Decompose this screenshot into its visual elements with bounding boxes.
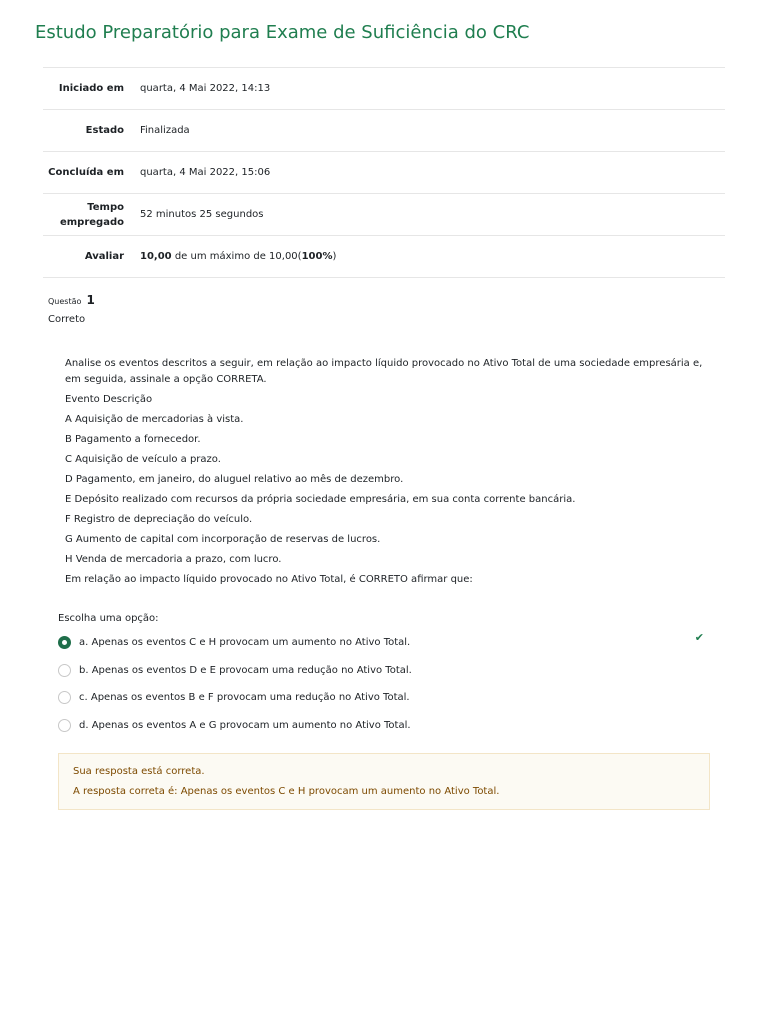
- feedback-box: [58, 753, 710, 810]
- feedback-status: Sua resposta está correta.: [73, 766, 205, 777]
- summary-label: Iniciado em: [58, 83, 124, 94]
- summary-row-state: [43, 110, 725, 152]
- question-paragraph: Evento Descrição: [65, 394, 153, 405]
- question-paragraph: G Aumento de capital com incorporação de reservas de lucros.: [65, 534, 381, 545]
- page-title: Estudo Preparatório para Exame de Suficiência do CRC: [35, 22, 530, 43]
- answer-option-a[interactable]: [58, 629, 708, 657]
- summary-label: Avaliar: [84, 251, 124, 262]
- attempt-summary-table: [43, 67, 725, 278]
- question-paragraph: Analise os eventos descritos a seguir, em relação ao impacto líquido provocado no Ativo Total de uma sociedade empresária e, em seguida, assinale a opção CORRETA.: [65, 358, 703, 385]
- answer-label: d. Apenas os eventos A e G provocam um aumento no Ativo Total.: [79, 719, 411, 731]
- grade-score: 10,00: [140, 251, 172, 262]
- summary-row-time-taken: [43, 194, 725, 236]
- summary-label: Tempo empregado: [59, 201, 124, 228]
- question-paragraph: Em relação ao impacto líquido provocado no Ativo Total, é CORRETO afirmar que:: [65, 574, 473, 585]
- radio-button[interactable]: [58, 719, 71, 732]
- feedback-right-answer: A resposta correta é: Apenas os eventos C e H provocam um aumento no Ativo Total.: [73, 786, 500, 797]
- answer-option-b[interactable]: [58, 657, 708, 685]
- question-paragraph: B Pagamento a fornecedor.: [65, 434, 201, 445]
- summary-value: Finalizada: [140, 125, 190, 136]
- summary-value: [140, 251, 725, 262]
- answer-prompt: Escolha uma opção:: [58, 613, 159, 624]
- check-icon: ✔: [694, 631, 704, 644]
- answer-option-c[interactable]: [58, 684, 708, 712]
- question-number-label: Questão: [48, 297, 82, 306]
- question-number: 1: [86, 293, 95, 307]
- summary-row-started: [43, 68, 725, 110]
- answer-label: c. Apenas os eventos B e F provocam uma redução no Ativo Total.: [79, 692, 410, 704]
- question-paragraph: F Registro de depreciação do veículo.: [65, 514, 253, 525]
- radio-button-selected[interactable]: [58, 636, 71, 649]
- answer-label: b. Apenas os eventos D e E provocam uma redução no Ativo Total.: [79, 664, 412, 676]
- radio-button[interactable]: [58, 664, 71, 677]
- summary-value: quarta, 4 Mai 2022, 14:13: [140, 83, 271, 94]
- question-paragraph: E Depósito realizado com recursos da própria sociedade empresária, em sua conta corrente bancária.: [65, 494, 576, 505]
- summary-value: quarta, 4 Mai 2022, 15:06: [140, 167, 271, 178]
- summary-value: 52 minutos 25 segundos: [140, 209, 264, 220]
- question-info: [48, 289, 95, 325]
- summary-label: Concluída em: [48, 167, 124, 178]
- question-paragraph: D Pagamento, em janeiro, do aluguel relativo ao mês de dezembro.: [65, 474, 404, 485]
- grade-percent: 100%: [301, 251, 333, 262]
- question-paragraph: C Aquisição de veículo a prazo.: [65, 454, 221, 465]
- answer-option-d[interactable]: [58, 712, 708, 740]
- summary-row-grade: [43, 236, 725, 278]
- question-text: [65, 356, 705, 592]
- grade-close-paren: ): [332, 251, 337, 262]
- answer-label: a. Apenas os eventos C e H provocam um aumento no Ativo Total.: [79, 637, 411, 649]
- question-state: Correto: [48, 314, 86, 325]
- question-paragraph: A Aquisição de mercadorias à vista.: [65, 414, 244, 425]
- grade-max-text: de um máximo de 10,00(: [171, 251, 302, 262]
- question-paragraph: H Venda de mercadoria a prazo, com lucro.: [65, 554, 282, 565]
- radio-button[interactable]: [58, 691, 71, 704]
- summary-row-completed: [43, 152, 725, 194]
- answer-list: [58, 629, 708, 739]
- summary-label: Estado: [85, 125, 124, 136]
